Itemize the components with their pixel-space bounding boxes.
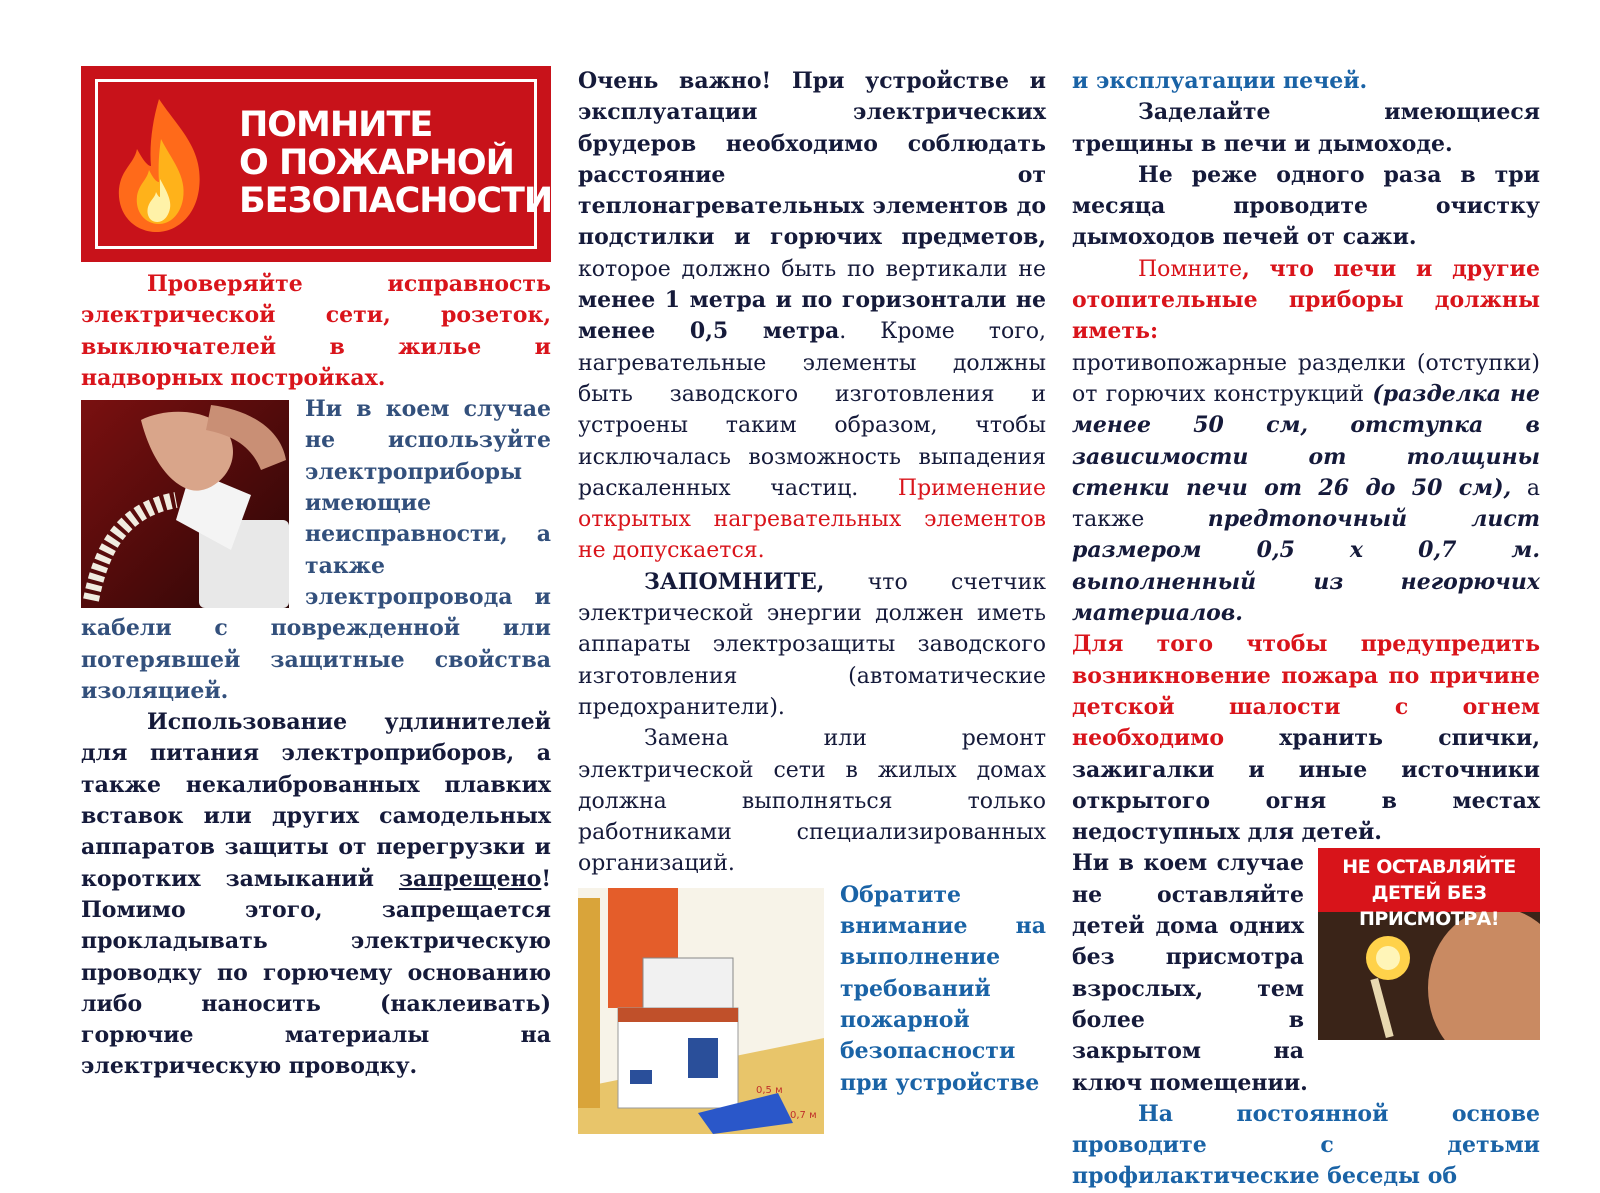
brooder-paragraph — [578, 66, 1046, 567]
child-poster — [1318, 848, 1540, 1040]
extension-cords-text-b: ! Помимо этого, запрещается прокладывать электрическую проводку по горючему основанию либо наносить (наклеивать) горючие материалы на электрическую проводку. — [81, 865, 551, 1080]
preventive-talks-paragraph: На постоянной основе проводите с детьми профилактические беседы об — [1072, 1100, 1540, 1190]
banner-title: ПОМНИТЕ О ПОЖАРНОЙ БЕЗОПАСНОСТИ — [239, 105, 553, 221]
clearances-italic-1: (разделка не менее 50 см, отступка в зависимости от толщины стенки печи от 26 до 50 см), — [1072, 380, 1540, 501]
column-1 — [81, 66, 551, 1083]
repair-paragraph: Замена или ремонт электрической сети в жилых домах должна выполняться только работниками специализированных организаций. — [578, 726, 1046, 877]
column-2 — [578, 66, 1046, 1134]
extension-cords-text-a: Использование удлинителей для питания электроприборов, а также некалиброванных плавких вставок или других самодельных аппаратов защиты от перегрузки и коротких замыканий — [81, 709, 551, 892]
remember-word: Помните — [1138, 256, 1243, 282]
meter-paragraph — [578, 567, 1046, 723]
stove-attention-paragraph: Обратите внимание на выполнение требований пожарной безопасности при устройстве — [840, 881, 1046, 1096]
dont-leave-children-paragraph: Ни в коем случае не оставляйте детей дома одних без присмотра взрослых, тем более в закрытом на ключ помещении. — [1072, 850, 1308, 1096]
stove-label-a: 0,5 м — [756, 1084, 783, 1096]
extension-cords-paragraph — [81, 707, 551, 1083]
stoves-requirements-text: , что печи и другие отопительные приборы должны иметь: — [1072, 255, 1540, 345]
poster-caption: НЕ ОСТАВЛЯЙТЕ ДЕТЕЙ БЕЗ ПРИСМОТРА! — [1318, 848, 1540, 912]
clearances-text-2: а также — [1072, 475, 1541, 533]
stove-illustration — [578, 888, 824, 1134]
remember-heading: ЗАПОМНИТЕ, — [644, 568, 825, 595]
clearances-paragraph — [1072, 348, 1540, 630]
clearances-text-1: противопожарные разделки (отступки) от горючих конструкций — [1072, 350, 1540, 407]
plug-illustration — [81, 400, 289, 608]
stoves-requirements-paragraph — [1072, 254, 1540, 348]
children-fire-dark-text: хранить спички, зажигалки и иные источники открытого огня в местах недоступных для детей. — [1072, 725, 1540, 846]
brooder-bold-text: Очень важно! При устройстве и эксплуатации электрических брудеров необходимо соблюдать расстояние от теплонагревательных элементов до подстилки и горючих предметов, — [578, 68, 1046, 251]
column-3 — [1072, 66, 1540, 1193]
stove-diagram — [578, 888, 824, 1134]
brooder-regular-text-1: которое должно быть по вертикали не — [578, 256, 1046, 282]
brooder-regular-text-2: . Кроме того, нагревательные элементы должны быть заводского изготовления и устроены таким образом, чтобы исключалась возможность выпадения раскаленных частиц. — [578, 319, 1046, 501]
chimney-cleaning-paragraph: Не реже одного раза в три месяца проводите очистку дымоходов печей от сажи. — [1072, 161, 1540, 251]
children-fire-paragraph — [1072, 629, 1540, 848]
brooder-distance-text: менее 1 метра и по горизонтали не менее 0,5 метра — [578, 287, 1046, 345]
flame-icon — [109, 94, 209, 234]
fire-safety-banner — [81, 66, 551, 262]
check-network-paragraph: Проверяйте исправность электрической сети, розеток, выключателей в жилье и надворных постройках. — [81, 271, 551, 391]
meter-text: что счетчик электрической энергии должен иметь аппараты электрозащиты заводского изготовления (автоматические предохранители). — [578, 569, 1046, 720]
clearances-italic-2: предтопочный лист размером 0,5 х 0,7 м. выполненный из негорючих материалов. — [1072, 506, 1540, 627]
cracks-paragraph: Заделайте имеющиеся трещины в печи и дымоходе. — [1072, 99, 1540, 157]
stove-continuation: и эксплуатации печей. — [1072, 68, 1368, 94]
plug-photo — [81, 400, 289, 608]
faulty-appliances-paragraph: Ни в коем случае не используйте электроприборы имеющие неисправности, а также электропровода и кабели с поврежденной или потерявшей защитные свойства изоляцией. — [81, 396, 551, 704]
forbidden-word: запрещено — [398, 865, 542, 892]
open-elements-warning: Применение открытых нагревательных элементов не допускается. — [578, 475, 1046, 564]
children-fire-red-text: Для того чтобы предупредить возникновение пожара по причине детской шалости с огнем необходимо — [1072, 631, 1540, 752]
stove-label-b: 0,7 м — [790, 1109, 817, 1121]
